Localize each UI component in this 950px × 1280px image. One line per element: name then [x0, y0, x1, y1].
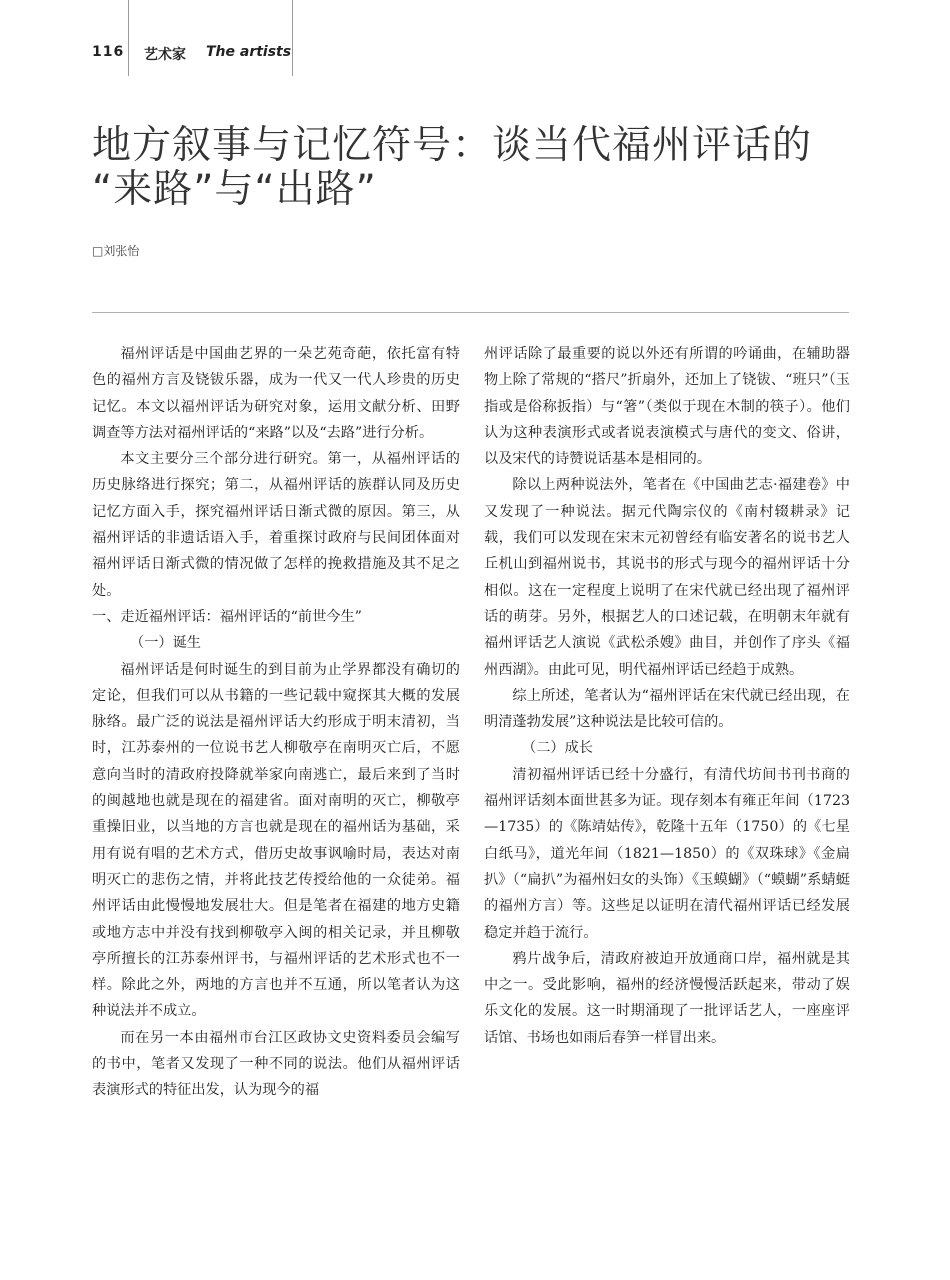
- paragraph: 本文主要分三个部分进行研究。第一，从福州评话的历史脉络进行探究；第二，从福州评话的族群认同及历史记忆方面入手，探究福州评话日渐式微的原因。第三，从福州评话的非遗话语入手，着重探讨政府与民间团体面对福州评话日渐式微的情况做了怎样的挽救措施及其不足之处。: [92, 451, 460, 599]
- header-divider-right: [292, 0, 293, 76]
- paragraph: 而在另一本由福州市台江区政协文史资料委员会编写的书中，笔者又发现了一种不同的说法。他们从福州评话表演形式的特征出发，认为现今的福: [92, 1029, 460, 1099]
- header-divider-left: [128, 0, 129, 76]
- paragraph: 综上所述，笔者认为“福州评话在宋代就已经出现，在明清蓬勃发展”这种说法是比较可信的。: [484, 687, 850, 731]
- subsection-heading: （一）诞生: [130, 635, 201, 652]
- paragraph: 福州评话是中国曲艺界的一朵艺苑奇葩，依托富有特色的福州方言及铙钹乐器，成为一代又一代人珍贵的历史记忆。本文以福州评话为研究对象，运用文献分析、田野调查等方法对福州评话的“来路”以及“去路”进行分析。: [92, 346, 460, 441]
- title-line-1: 地方叙事与记忆符号：谈当代福州评话的: [92, 123, 813, 168]
- article-title: [92, 124, 892, 212]
- right-column: [484, 341, 850, 1051]
- subsection-heading: （二）成长: [522, 740, 593, 757]
- title-line-2: “来路”与“出路”: [92, 167, 377, 212]
- title-divider: [92, 312, 849, 313]
- author-byline: □刘张怡: [92, 244, 140, 258]
- paragraph: 除以上两种说法外，笔者在《中国曲艺志·福建卷》中又发现了一种说法。据元代陶宗仪的《南村辍耕录》记载，我们可以发现在宋末元初曾经有临安著名的说书艺人丘机山到福州说书，其说书的形式与现今的福州评话十分相似。这在一定程度上说明了在宋代就已经出现了福州评话的萌芽。另外，根据艺人的口述记载，在明朝末年就有福州评话艺人演说《武松杀嫂》曲目，并创作了序头《福州西湖》。由此可见，明代福州评话已经趋于成熟。: [484, 477, 850, 678]
- left-column: [92, 341, 460, 1104]
- paragraph: 鸦片战争后，清政府被迫开放通商口岸，福州就是其中之一。受此影响，福州的经济慢慢活跃起来，带动了娱乐文化的发展。这一时期涌现了一批评话艺人，一座座评话馆、书场也如雨后春笋一样冒出来。: [484, 950, 850, 1046]
- section-heading: 一、走近福州评话：福州评话的“前世今生”: [92, 608, 362, 625]
- section-label-en: The artists: [206, 44, 292, 60]
- section-label: 艺术家: [144, 47, 186, 63]
- paragraph: 清初福州评话已经十分盛行，有清代坊间书刊书商的福州评话刻本面世甚多为证。现存刻本有雍正年间（1723—1735）的《陈靖姑传》，乾隆十五年（1750）的《七星白纸马》，道光年间（1821—1850）的《双珠球》《金扁扒》（“扁扒”为福州妇女的头饰）《玉蟆蝴》（“蟆蝴”系蜻蜓的福州方言）等。这些足以证明在清代福州评话已经发展稳定并趋于流行。: [484, 766, 850, 941]
- paragraph-continued: 州评话除了最重要的说以外还有所谓的吟诵曲，在辅助器物上除了常规的“搭尺”折扇外，还加上了铙钹、“班只”（玉指或是俗称扳指）与“箸”（类似于现在木制的筷子）。他们认为这种表演形式或者说表演模式与唐代的变文、俗讲，以及宋代的诗赞说话基本是相同的。: [484, 346, 850, 468]
- paragraph: 福州评话是何时诞生的到目前为止学界都没有确切的定论，但我们可以从书籍的一些记载中窥探其大概的发展脉络。最广泛的说法是福州评话大约形成于明末清初，当时，江苏泰州的一位说书艺人柳敬亭在南明灭亡后，不愿意向当时的清政府投降就举家向南逃亡，最后来到了当时的闽越地也就是现在的福建省。面对南明的灭亡，柳敬亭重操旧业，以当地的方言也就是现在的福州话为基础，采用有说有唱的艺术方式，借历史故事讽喻时局，表达对南明灭亡的悲伤之情，并将此技艺传授给他的一众徒弟。福州评话由此慢慢地发展壮大。但是笔者在福建的地方史籍或地方志中并没有找到柳敬亭入闽的相关记录，并且柳敬亭所擅长的江苏泰州评书，与福州评话的艺术形式也不一样。除此之外，两地的方言也并不互通，所以笔者认为这种说法并不成立。: [92, 661, 460, 1020]
- page-number: 116: [92, 44, 125, 60]
